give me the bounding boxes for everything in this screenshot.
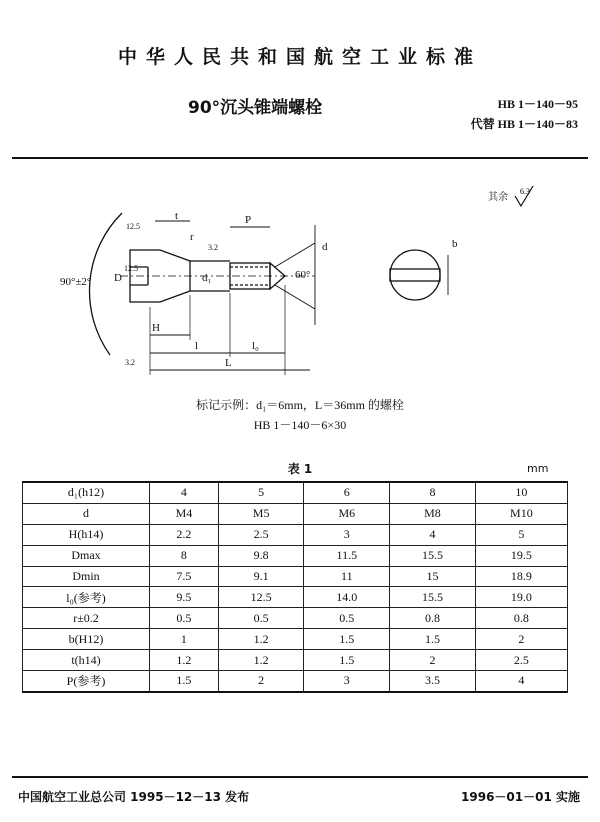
roughness-symbol-icon [511, 184, 539, 208]
table-row [23, 650, 568, 671]
table-cell: M10 [475, 503, 567, 524]
label-d1: d₁ [202, 272, 212, 284]
replaces-code: 代替 HB 1－140－83 [470, 117, 578, 131]
row-label: H(h14) [23, 524, 150, 545]
surface-note-label: 其余 [488, 192, 508, 203]
table-unit: mm [527, 462, 549, 475]
table-cell: 7.5 [150, 566, 219, 587]
table-cell: 2 [475, 629, 567, 650]
table-cell: 14.0 [304, 587, 390, 608]
table-cell: 2 [390, 650, 476, 671]
table-caption: 表 1 [287, 462, 313, 476]
table-row [23, 503, 568, 524]
table-cell: 15.5 [390, 587, 476, 608]
table-cell: 2.2 [150, 524, 219, 545]
table-row [23, 629, 568, 650]
row-label: P(参考) [23, 671, 150, 692]
table-cell: 0.8 [475, 608, 567, 629]
row-label: l₀(参考) [23, 587, 150, 608]
table-cell: 11 [304, 566, 390, 587]
table-cell: 18.9 [475, 566, 567, 587]
head-angle-label: 90°±2° [60, 276, 92, 288]
label-L: L [225, 357, 232, 369]
cone-angle-label: 60° [295, 269, 311, 281]
label-H: H [152, 322, 160, 334]
roughness-a-value: 12.5 [126, 222, 140, 231]
table-cell: 1.2 [218, 629, 304, 650]
table-cell: 4 [390, 524, 476, 545]
row-label: t(h14) [23, 650, 150, 671]
table-cell: 2.5 [475, 650, 567, 671]
table-cell: 15 [390, 566, 476, 587]
table-cell: 9.1 [218, 566, 304, 587]
row-label: d [23, 503, 150, 524]
table-cell: 3 [304, 671, 390, 692]
roughness-c-value: 12.5 [124, 264, 138, 273]
table-row [23, 524, 568, 545]
table-row [23, 545, 568, 566]
table-cell: 4 [475, 671, 567, 692]
dimensions-table [22, 481, 568, 693]
table-cell: M8 [390, 503, 476, 524]
table-cell: 9.8 [218, 545, 304, 566]
table-cell: 1.5 [304, 650, 390, 671]
table-cell: 12.5 [218, 587, 304, 608]
table-row [23, 608, 568, 629]
table-cell: M5 [218, 503, 304, 524]
table-cell: 11.5 [304, 545, 390, 566]
table-cell: M4 [150, 503, 219, 524]
document-title: 90°沉头锥端螺栓 [188, 98, 323, 118]
table-cell: 15.5 [390, 545, 476, 566]
label-D: D [114, 272, 122, 284]
label-p: P [245, 214, 252, 226]
table-row [23, 566, 568, 587]
label-d: d [322, 241, 328, 253]
table-cell: 3.5 [390, 671, 476, 692]
bolt-drawing [30, 195, 480, 395]
row-label: Dmin [23, 566, 150, 587]
table-cell: 2.5 [218, 524, 304, 545]
table-cell: 0.5 [218, 608, 304, 629]
table-cell: 8 [150, 545, 219, 566]
standard-code: HB 1－140－95 [497, 97, 578, 111]
table-cell: 0.8 [390, 608, 476, 629]
table-cell: 2 [218, 671, 304, 692]
table-cell: 19.0 [475, 587, 567, 608]
table-row [23, 671, 568, 692]
effective-date: 1996－01－01 实施 [461, 790, 580, 804]
roughness-d-value: 3.2 [125, 358, 135, 367]
row-label: d₁(h12) [23, 482, 150, 503]
cone-angle-line-bottom [275, 285, 315, 309]
table-cell: 4 [150, 482, 219, 503]
roughness-b-value: 3.2 [208, 243, 218, 252]
label-l: l [195, 340, 199, 352]
bottom-divider [12, 776, 588, 778]
marking-example-text: 标记示例：d₁＝6mm，L＝36mm 的螺栓 [196, 398, 404, 412]
table-cell: 6 [304, 482, 390, 503]
table-cell: 19.5 [475, 545, 567, 566]
table-cell: M6 [304, 503, 390, 524]
marking-example [0, 395, 600, 435]
publisher-date: 中国航空工业总公司 1995－12－13 发布 [18, 790, 250, 804]
table-cell: 0.5 [150, 608, 219, 629]
label-b: b [452, 238, 458, 250]
table-cell: 0.5 [304, 608, 390, 629]
label-t: t [175, 210, 179, 222]
table-cell: 1.5 [304, 629, 390, 650]
label-r: r [190, 231, 194, 243]
table-cell: 10 [475, 482, 567, 503]
table-cell: 8 [390, 482, 476, 503]
end-view-circle [390, 250, 440, 300]
table-cell: 1.5 [390, 629, 476, 650]
table-row [23, 587, 568, 608]
table-cell: 1.2 [218, 650, 304, 671]
standard-header: 中华人民共和国航空工业标准 [117, 46, 482, 68]
standard-code-block [471, 94, 578, 134]
row-label: Dmax [23, 545, 150, 566]
table-row [23, 482, 568, 503]
table-cell: 3 [304, 524, 390, 545]
end-view-slot [390, 269, 440, 281]
marking-example-code: HB 1－140－6×30 [253, 418, 347, 432]
table-cell: 5 [218, 482, 304, 503]
surface-roughness-note [488, 184, 539, 208]
table-cell: 1.5 [150, 671, 219, 692]
roughness-rest-value: 6.3 [520, 187, 531, 196]
row-label: b(H12) [23, 629, 150, 650]
head-angle-dimension-arc [90, 213, 122, 355]
row-label: r±0.2 [23, 608, 150, 629]
top-divider [12, 157, 588, 159]
table-cell: 9.5 [150, 587, 219, 608]
cone-angle-line-top [275, 243, 315, 267]
table-cell: 1.2 [150, 650, 219, 671]
label-l0: l₀ [252, 340, 259, 352]
table-cell: 1 [150, 629, 219, 650]
table-cell: 5 [475, 524, 567, 545]
